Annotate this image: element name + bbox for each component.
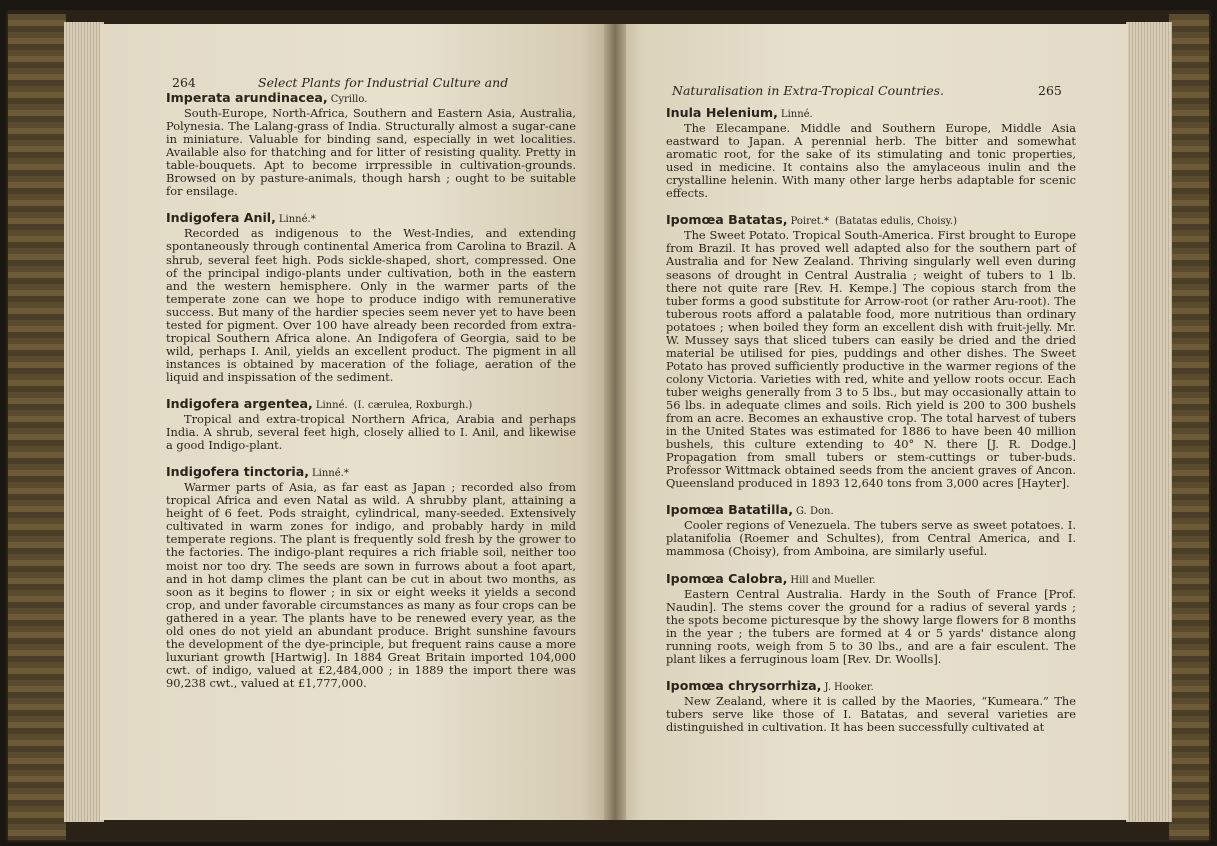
left-page-number: 264 <box>172 75 196 90</box>
entry-ipomoea-batatilla <box>666 503 1076 558</box>
entry-authority: Hill and Mueller. <box>790 574 876 586</box>
entry-synonym: (Batatas edulis, Choisy.) <box>835 216 957 228</box>
entry-inula-helenium <box>666 106 1076 200</box>
entry-text: The Sweet Potato. Tropical South-America. First brought to Europe from Brazil. It has proved well adapted also for the southern part of Australia and for New Zealand. Thriving singularly well even during seasons of drought in Central Australia ; weight of tubers to 1 lb. there not quite rare [Rev. H. Kempe.] The copious starch from the tuber forms a good substitute for Arrow-root (or rather Aru-root). The tuberous roots afford a palatable food, more nutritious than ordinary potatoes ; when boiled they form an excellent dish with fruit-jelly. Mr. W. Mussey says that sliced tubers can easily be dried and the dried material be utilised for pies, puddings and other dishes. The Sweet Potato has proved sufficiently productive in the warmer regions of the colony Victoria. Varieties with red, white and yellow roots occur. Each tuber weighs generally from 3 to 5 lbs., but may occasionally attain to 56 lbs. in adequate climes and soils. Rich yield is 200 to 300 bushels from an acre. Becomes an exhaustive crop. The total harvest of tubers in the United States was estimated for 1886 to have been 40 million bushels, this culture extending to 40° N. there [J. R. Dodge.] Propagation from small tubers or stem-cuttings or tuber-buds. Professor Wittmack obtained seeds from the ancient graves of Ancon. Queensland produced in 1893 12,640 tons from 3,000 acres [Hayter]. <box>666 228 1076 491</box>
entry-authority: Linné. <box>315 399 348 411</box>
entry-name: Imperata arundinacea, <box>166 90 328 105</box>
entry-name: Indigofera tinctoria, <box>166 464 310 480</box>
entry-indigofera-anil <box>166 211 576 384</box>
entry-authority: Linné.* <box>312 468 349 480</box>
cover-edge-right <box>1169 14 1209 840</box>
right-page-number: 265 <box>1038 83 1062 98</box>
entry-name: Ipomœa chrysorrhiza, <box>666 677 822 693</box>
page-stack-right <box>1126 22 1172 822</box>
entry-authority: Cyrillo. <box>330 94 368 105</box>
entry-authority: G. Don. <box>796 506 834 518</box>
entry-text: South-Europe, North-Africa, Southern and Eastern Asia, Australia, Polynesia. The Lalang-grass of India. Structurally almost a sugar-cane in miniature. Valuable for binding sand, especially in wet localities. Available also for thatching and for litter of resisting quality. Pretty in table-bouquets. Apt to become irrpressible in cultivation-grounds. Browsed on by pasture-animals, though harsh ; ought to be suitable for ensilage. <box>166 106 576 199</box>
entry-name: Indigofera Anil, <box>166 210 276 226</box>
right-page-body <box>666 106 1076 747</box>
entry-text: Eastern Central Australia. Hardy in the South of France [Prof. Naudin]. The stems cover the ground for a radius of several yards ; the spots become picturesque by the showy large flowers for 8 months in the year ; the tubers are formed at 4 or 5 yards' distance along running roots, weigh from 5 to 30 lbs., and are a fair esculent. The plant likes a ferruginous loam [Rev. Dr. Woolls]. <box>666 586 1076 666</box>
entry-ipomoea-chrysorrhiza <box>666 679 1076 734</box>
right-running-head: Naturalisation in Extra-Tropical Countries. <box>672 83 944 98</box>
entry-indigofera-tinctoria <box>166 465 576 690</box>
left-running-head: Select Plants for Industrial Culture and <box>258 75 509 90</box>
cover-edge-left <box>8 14 66 840</box>
entry-text: Cooler regions of Venezuela. The tubers serve as sweet potatoes. I. platanifolia (Roemer and Schultes), from Central America, and I. mammosa (Choisy), from Amboina, are similarly useful. <box>666 518 1076 559</box>
entry-ipomoea-batatas <box>666 213 1076 490</box>
page-stack-left <box>64 22 104 822</box>
entry-text: Tropical and extra-tropical Northern Africa, Arabia and perhaps India. A shrub, several feet high, closely allied to I. Anil, and likewise a good Indigo-plant. <box>166 412 576 453</box>
entry-authority: J. Hooker. <box>824 681 874 693</box>
entry-ipomoea-calobra <box>666 572 1076 666</box>
left-page-body <box>166 91 576 703</box>
entry-name: Ipomœa Calobra, <box>666 570 788 586</box>
entry-name: Ipomœa Batatas, <box>666 212 788 228</box>
entry-name: Inula Helenium, <box>666 105 778 120</box>
entry-name: Ipomœa Batatilla, <box>666 502 794 518</box>
entry-text: Recorded as indigenous to the West-Indies, and extending spontaneously through continental America from Carolina to Brazil. A shrub, several feet high. Pods sickle-shaped, short, compressed. One of the principal indigo-plants under cultivation, both in the eastern and the western hemisphere. Only in the warmer parts of the temperate zone can we hope to produce indigo with remunerative success. But many of the hardier species seem never yet to have been tested for pigment. Over 100 have already been recorded from extra-tropical Southern Africa alone. An Indigofera of Georgia, said to be wild, perhaps I. Anil, yields an excellent product. The pigment in all instances is obtained by maceration of the foliage, aeration of the liquid and inspissation of the sediment. <box>166 226 576 384</box>
entry-authority: Linné. <box>780 109 813 120</box>
entry-text: The Elecampane. Middle and Southern Europe, Middle Asia eastward to Japan. A perennial herb. The bitter and somewhat aromatic root, for the sake of its stimulating and tonic properties, used in medicine. It contains also the amylaceous inulin and the crystalline helenin. With many other large herbs adaptable for scenic effects. <box>666 121 1076 201</box>
book-gutter <box>604 24 626 820</box>
entry-name: Indigofera argentea, <box>166 395 313 411</box>
entry-text: Warmer parts of Asia, as far east as Japan ; recorded also from tropical Africa and even Natal as wild. A shrubby plant, attaining a height of 6 feet. Pods straight, cylindrical, many-seeded. Extensively cultivated in warm zones for indigo, and probably hardy in mild temperate regions. The plant is frequently sold fresh by the grower to the factories. The indigo-plant requires a rich friable soil, neither too moist nor too dry. The seeds are sown in furrows about a foot apart, and in hot damp climes the plant can be cut in about two months, as soon as it begins to flower ; in six or eight weeks it yields a second crop, and under favorable circumstances as many as four crops can be gathered in a year. The plants have to be renewed every year, as the old ones do not yield an abundant produce. Bright sunshine favours the development of the dye-principle, but frequent rains cause a more luxuriant growth [Hartwig]. In 1884 Great Britain imported 104,000 cwt. of indigo, valued at £2,484,000 ; in 1889 the import there was 90,238 cwt., valued at £1,777,000. <box>166 480 576 690</box>
entry-authority: Poiret.* <box>790 216 829 228</box>
entry-imperata-arundinacea <box>166 91 576 198</box>
entry-synonym: (I. cærulea, Roxburgh.) <box>353 399 473 411</box>
entry-text: New Zealand, where it is called by the Maories, “Kumeara.” The tubers serve like those of I. Batatas, and several varieties are distinguished in cultivation. It has been successfully cultivated at <box>666 693 1076 734</box>
entry-authority: Linné.* <box>278 214 316 226</box>
entry-indigofera-argentea <box>166 397 576 452</box>
